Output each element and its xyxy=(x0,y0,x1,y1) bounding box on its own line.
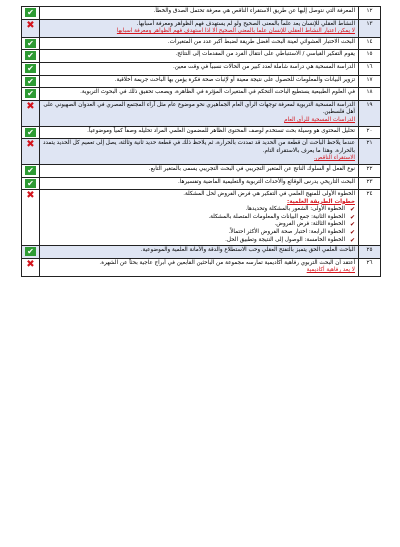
question-cell xyxy=(40,139,359,165)
step-text: الخطوة الرابعة: اختبار صحة الفروض الأكثر احتمالاً. xyxy=(228,229,345,236)
answer-mark-cell xyxy=(22,50,40,63)
step-item xyxy=(43,229,355,237)
check-bullet-icon: ✔ xyxy=(349,213,355,221)
checkmark-icon: ✔ xyxy=(25,51,36,60)
question-text: الخطوة الأولى للمنهج العلمي في التفكير هي فرض الفروض لحل المشكلة. xyxy=(183,191,355,198)
question-number: ١٦ xyxy=(359,62,381,75)
question-cell xyxy=(40,100,359,126)
question-number: ١٣ xyxy=(359,19,381,37)
question-text: البحث التاريخي يدرس الوقائع والأحداث التربوية والتعليمية الماضية وتفسيرها. xyxy=(178,178,355,185)
table-row xyxy=(22,126,381,139)
step-text: الخطوة الثانية: جمع البيانات والمعلومات المتصلة بالمشكلة. xyxy=(208,213,345,220)
answer-mark-cell xyxy=(22,258,40,276)
step-item xyxy=(43,214,355,222)
table-row xyxy=(22,88,381,101)
question-cell xyxy=(40,246,359,259)
question-cell xyxy=(40,19,359,37)
steps-title: خطوات الطريقة العلمية: xyxy=(286,198,355,205)
question-number: ٢٦ xyxy=(359,258,381,276)
table-row xyxy=(22,19,381,37)
question-cell xyxy=(40,164,359,177)
step-text: الخطوة الثالثة: فرض الفروض. xyxy=(274,221,345,228)
cross-icon: ✖ xyxy=(26,190,35,202)
checkmark-icon: ✔ xyxy=(25,77,36,86)
table-row xyxy=(22,164,381,177)
table-row xyxy=(22,139,381,165)
answer-mark-cell xyxy=(22,164,40,177)
checkmark-icon: ✔ xyxy=(25,247,36,256)
answer-mark-cell xyxy=(22,62,40,75)
step-item xyxy=(43,237,355,245)
answer-mark-cell xyxy=(22,37,40,50)
answer-mark-cell xyxy=(22,100,40,126)
question-cell xyxy=(40,37,359,50)
question-number: ٢١ xyxy=(359,139,381,165)
correction-text: لا يعد رفاهية أكاديمية xyxy=(306,267,355,274)
step-text: الخطوة الأولى: الشعور بالمشكلة وتحديدها. xyxy=(245,206,345,213)
cross-icon: ✖ xyxy=(26,258,35,270)
question-number: ٢٢ xyxy=(359,164,381,177)
answer-mark-cell xyxy=(22,126,40,139)
question-number: ١٥ xyxy=(359,50,381,63)
answer-mark-cell xyxy=(22,190,40,246)
checkmark-icon: ✔ xyxy=(25,89,36,98)
table-row xyxy=(22,62,381,75)
cross-icon: ✖ xyxy=(26,139,35,151)
correction-text: الدراسات المسحية للرأي العام xyxy=(284,116,355,123)
answer-mark-cell xyxy=(22,7,40,20)
table-row xyxy=(22,37,381,50)
question-number: ١٩ xyxy=(359,100,381,126)
question-text: الدراسة المسحية هي دراسة شاملة لعدد كبير من الحالات نسبياً في وقت معين. xyxy=(172,63,355,70)
question-cell xyxy=(40,258,359,276)
table-row xyxy=(22,258,381,276)
question-text: البحث الاختبار العشوائي لعينة البحث أفضل طريقة لضبط أكبر عدد من المتغيرات. xyxy=(167,38,355,45)
table-row xyxy=(22,190,381,246)
checkmark-icon: ✔ xyxy=(25,179,36,188)
check-bullet-icon: ✔ xyxy=(349,206,355,214)
question-text: الباحث العلمي الحق يتميز بالتفتح العقلي وحب الاستطلاع والدقة والأمانة العلمية والموضوعية. xyxy=(140,247,355,254)
question-number: ١٢ xyxy=(359,7,381,20)
table-row xyxy=(22,100,381,126)
question-text: تحليل المحتوى هو وسيلة بحث تستخدم لوصف المحتوى الظاهر للمضمون العلمي المراد تحليله وصفاً كمياً وموضوعياً. xyxy=(87,127,355,134)
question-cell xyxy=(40,88,359,101)
question-number: ٢٣ xyxy=(359,177,381,190)
question-text: النشاط العقلي للإنسان يعد علماً بالمعنى الصحيح ولو لم يستهدف فهم الظواهر ومعرفة أسبابها. xyxy=(136,20,355,27)
question-cell xyxy=(40,126,359,139)
check-bullet-icon: ✔ xyxy=(349,221,355,229)
question-text: نوع الفعل أو السلوك الناتج عن المتغير التجريبي في البحث التجريبي يسمى بالمتغير التابع. xyxy=(148,165,355,172)
checkmark-icon: ✔ xyxy=(25,8,36,17)
question-text: يقوم التفكير القياسي / الاستنباطي على انتقال الفرد من المقدمات إلى النتائج. xyxy=(175,51,355,58)
answer-mark-cell xyxy=(22,246,40,259)
step-text: الخطوة الخامسة: الوصول إلى النتيجة وتطبيق الحل. xyxy=(225,236,345,243)
question-text: عندما يلاحظ الباحث أن قطعة من الحديد قد تمددت بالحرارة، ثم يلاحظ ذلك في قطعة حديد ثانية وثالثة، يصل إلى تعميم كل الحديد يتمدد بالحرارة. وهذا ما يعرف بالاستقراء التام. xyxy=(42,140,355,154)
question-number: ١٨ xyxy=(359,88,381,101)
step-item xyxy=(43,221,355,229)
question-cell xyxy=(40,177,359,190)
answer-sheet xyxy=(21,6,381,541)
answer-mark-cell xyxy=(22,139,40,165)
answer-mark-cell xyxy=(22,88,40,101)
table-row xyxy=(22,246,381,259)
question-cell xyxy=(40,7,359,20)
correction-text: لا يمكن اعتبار النشاط العقلي للإنسان علما بالمعنى الصحيح الا اذا استهدف فهم الظواهر ومعرفة اسبابها xyxy=(116,28,355,35)
answer-mark-cell xyxy=(22,75,40,88)
checkmark-icon: ✔ xyxy=(25,39,36,48)
checkmark-icon: ✔ xyxy=(25,128,36,137)
check-bullet-icon: ✔ xyxy=(349,236,355,244)
table-row xyxy=(22,75,381,88)
question-cell xyxy=(40,62,359,75)
question-text: أعتقد أن البحث التربوي رفاهية أكاديمية تمارسه مجموعة من الباحثين القابعين في أبراج عاجية بحثاً عن الشهرة. xyxy=(99,259,355,266)
answer-mark-cell xyxy=(22,19,40,37)
question-number: ١٤ xyxy=(359,37,381,50)
question-text: المعرفة التي نتوصل إليها عن طريق الاستقراء الناقص هي معرفة تحتمل الصدق والخطأ. xyxy=(153,8,355,14)
question-number: ٢٥ xyxy=(359,246,381,259)
answer-mark-cell xyxy=(22,177,40,190)
table-row xyxy=(22,7,381,20)
true-false-table xyxy=(21,6,381,277)
checkmark-icon: ✔ xyxy=(25,166,36,175)
question-number: ٢٤ xyxy=(359,190,381,246)
cross-icon: ✖ xyxy=(26,19,35,31)
question-number: ٢٠ xyxy=(359,126,381,139)
question-cell xyxy=(40,75,359,88)
question-cell xyxy=(40,50,359,63)
cross-icon: ✖ xyxy=(26,100,35,112)
correction-text: الاستقراء الناقص. xyxy=(314,155,355,162)
table-row xyxy=(22,50,381,63)
question-text: في العلوم الطبيعية يستطيع الباحث التحكم في المتغيرات المؤثرة في الظاهرة، ويصعب تحقيق ذلك في البحوث التربوية. xyxy=(80,89,355,96)
question-text: تزوير البيانات والمعلومات للحصول على نتيجة معينة أو لإثبات صحة فكرة يؤمن بها الباحث جريمة أخلاقية. xyxy=(114,76,355,83)
step-item xyxy=(43,206,355,214)
checkmark-icon: ✔ xyxy=(25,64,36,73)
question-text: الدراسة المسحية التربوية لمعرفة توجهات الرأي العام الجماهيري نحو موضوع عام مثل آراء المجتمع المصري في العدوان الصهيوني على أهل فلسطين. xyxy=(43,101,355,116)
question-number: ١٧ xyxy=(359,75,381,88)
check-bullet-icon: ✔ xyxy=(349,229,355,237)
table-row xyxy=(22,177,381,190)
question-cell xyxy=(40,190,359,246)
